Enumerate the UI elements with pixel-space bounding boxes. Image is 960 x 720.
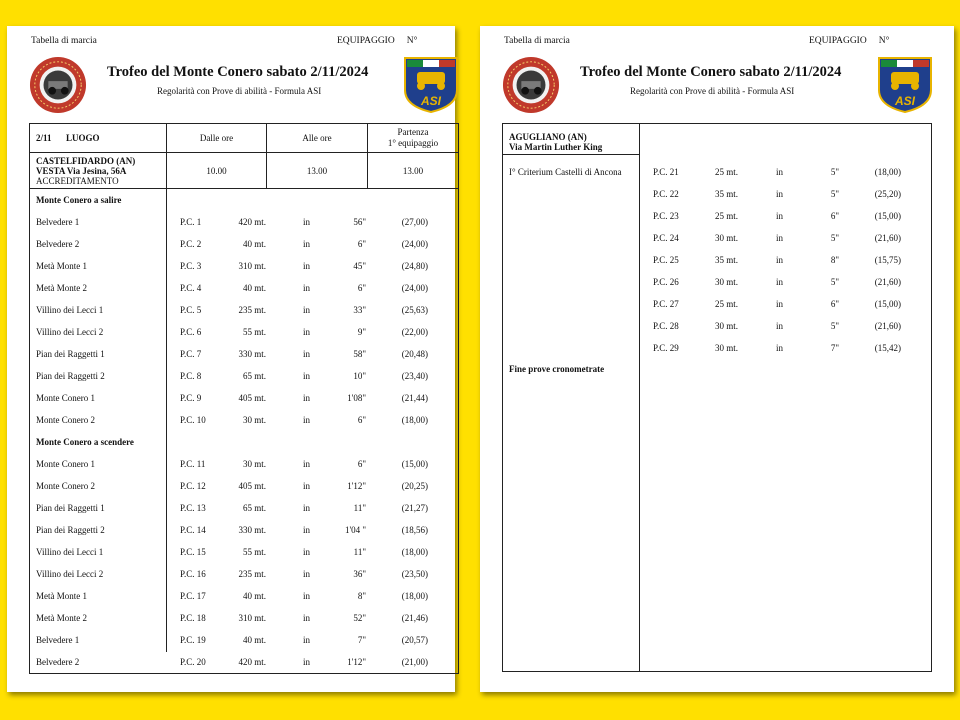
checkpoint-code: P.C. 21	[653, 167, 679, 177]
checkpoint-code: P.C. 2	[180, 239, 202, 249]
checkpoint-name: Villino dei Lecci 1	[36, 547, 104, 557]
checkpoint-distance: 25 mt.	[715, 167, 739, 177]
checkpoint-distance: 40 mt.	[242, 635, 266, 645]
checkpoint-distance: 40 mt.	[242, 239, 266, 249]
checkpoint-time: 5"	[830, 277, 839, 287]
checkpoint-time: 5"	[830, 189, 839, 199]
checkpoint-average: (15,00)	[874, 211, 901, 221]
header-from: Dalle ore	[199, 133, 234, 143]
checkpoint-code: P.C. 28	[653, 321, 679, 331]
in-label: in	[303, 635, 311, 645]
in-label: in	[776, 299, 784, 309]
criterium-label: I° Criterium Castelli di Ancona	[509, 167, 622, 177]
checkpoint-distance: 35 mt.	[715, 189, 739, 199]
checkpoint-average: (21,44)	[401, 393, 428, 403]
checkpoint-time: 8"	[830, 255, 839, 265]
checkpoint-average: (25,20)	[874, 189, 901, 199]
checkpoint-time: 1'12"	[347, 657, 366, 667]
checkpoint-average: (15,75)	[874, 255, 901, 265]
checkpoint-code: P.C. 7	[180, 349, 202, 359]
checkpoint-name: Pian dei Raggetti 2	[36, 525, 105, 535]
checkpoint-name: Monte Conero 1	[36, 459, 95, 469]
in-label: in	[776, 189, 784, 199]
header-place: LUOGO	[66, 133, 100, 143]
checkpoint-distance: 40 mt.	[242, 591, 266, 601]
in-label: in	[303, 305, 311, 315]
checkpoint-time: 6"	[830, 299, 839, 309]
checkpoint-code: P.C. 1	[180, 217, 202, 227]
crew-label-text: EQUIPAGGIO	[337, 36, 395, 46]
checkpoint-code: P.C. 8	[180, 371, 202, 381]
checkpoint-time: 11"	[353, 547, 366, 557]
checkpoint-code: P.C. 6	[180, 327, 202, 337]
checkpoint-code: P.C. 27	[653, 299, 679, 309]
page-title: Trofeo del Monte Conero sabato 2/11/2024	[107, 64, 369, 80]
asi-shield-text: ASI	[894, 94, 915, 108]
checkpoint-distance: 30 mt.	[715, 233, 739, 243]
checkpoint-average: (23,40)	[401, 371, 428, 381]
checkpoint-name: Metà Monte 2	[36, 283, 87, 293]
crew-label-text: EQUIPAGGIO	[809, 36, 867, 46]
checkpoint-average: (21,46)	[401, 613, 428, 623]
checkpoint-time: 8"	[357, 591, 366, 601]
checkpoint-time: 1'08"	[347, 393, 366, 403]
checkpoint-code: P.C. 18	[180, 613, 206, 623]
checkpoint-code: P.C. 9	[180, 393, 202, 403]
checkpoint-name: Belvedere 1	[36, 217, 80, 227]
checkpoint-name: Pian dei Raggetti 1	[36, 503, 105, 513]
checkpoint-code: P.C. 4	[180, 283, 202, 293]
checkpoint-time: 6"	[830, 211, 839, 221]
crew-number-label: N°	[878, 36, 890, 46]
checkpoint-time: 5"	[830, 233, 839, 243]
checkpoint-average: (21,27)	[401, 503, 428, 513]
in-label: in	[303, 525, 311, 535]
checkpoint-code: P.C. 23	[653, 211, 679, 221]
checkpoint-average: (20,25)	[401, 481, 428, 491]
checkpoint-time: 7"	[357, 635, 366, 645]
checkpoint-average: (18,00)	[874, 167, 901, 177]
page-label: Tabella di marcia	[504, 36, 570, 46]
club-logo-icon	[29, 56, 87, 114]
checkpoint-time: 6"	[357, 283, 366, 293]
in-label: in	[303, 503, 311, 513]
checkpoint-name: Metà Monte 1	[36, 591, 87, 601]
header-to: Alle ore	[302, 133, 332, 143]
checkpoint-name: Belvedere 2	[36, 657, 80, 667]
location-line2: Via Martin Luther King	[509, 142, 603, 152]
col-divider	[166, 124, 167, 652]
schedule-table	[29, 123, 459, 674]
checkpoint-average: (22,00)	[401, 327, 428, 337]
checkpoint-code: P.C. 16	[180, 569, 206, 579]
checkpoint-time: 5"	[830, 167, 839, 177]
checkpoint-time: 11"	[353, 503, 366, 513]
page-title: Trofeo del Monte Conero sabato 2/11/2024	[580, 64, 842, 80]
checkpoint-distance: 405 mt.	[238, 393, 266, 403]
checkpoint-distance: 30 mt.	[242, 459, 266, 469]
checkpoint-average: (18,00)	[401, 547, 428, 557]
first-start: 13.00	[402, 166, 424, 176]
in-label: in	[776, 255, 784, 265]
checkpoint-code: P.C. 22	[653, 189, 679, 199]
in-label: in	[303, 415, 311, 425]
checkpoint-distance: 330 mt.	[238, 349, 266, 359]
checkpoint-name: Metà Monte 2	[36, 613, 87, 623]
checkpoint-time: 6"	[357, 239, 366, 249]
checkpoint-name: Metà Monte 1	[36, 261, 87, 271]
checkpoint-average: (15,42)	[874, 343, 901, 353]
checkpoint-average: (15,00)	[874, 299, 901, 309]
checkpoint-code: P.C. 26	[653, 277, 679, 287]
checkpoint-time: 56"	[353, 217, 366, 227]
checkpoint-code: P.C. 20	[180, 657, 206, 667]
checkpoint-distance: 405 mt.	[238, 481, 266, 491]
in-label: in	[303, 569, 311, 579]
checkpoint-distance: 30 mt.	[715, 277, 739, 287]
first-location-line3: ACCREDITAMENTO	[36, 176, 119, 186]
in-label: in	[776, 321, 784, 331]
checkpoint-name: Villino dei Lecci 2	[36, 569, 104, 579]
checkpoint-average: (27,00)	[401, 217, 428, 227]
checkpoint-average: (21,60)	[874, 321, 901, 331]
crew-number-label: N°	[406, 36, 418, 46]
checkpoint-code: P.C. 15	[180, 547, 206, 557]
in-label: in	[303, 217, 311, 227]
checkpoint-distance: 55 mt.	[242, 327, 266, 337]
checkpoint-code: P.C. 29	[653, 343, 679, 353]
checkpoint-distance: 330 mt.	[238, 525, 266, 535]
in-label: in	[776, 277, 784, 287]
checkpoint-average: (15,00)	[401, 459, 428, 469]
page-label: Tabella di marcia	[31, 36, 97, 46]
checkpoint-time: 58"	[353, 349, 366, 359]
in-label: in	[303, 591, 311, 601]
checkpoint-name: Villino dei Lecci 1	[36, 305, 104, 315]
checkpoint-name: Pian dei Raggetti 2	[36, 371, 105, 381]
checkpoint-code: P.C. 10	[180, 415, 206, 425]
checkpoint-distance: 65 mt.	[242, 503, 266, 513]
checkpoint-code: P.C. 14	[180, 525, 206, 535]
crew-label	[337, 36, 417, 46]
checkpoint-average: (24,80)	[401, 261, 428, 271]
first-location-line2: VESTA Via Jesina, 56A	[36, 166, 127, 176]
checkpoint-distance: 310 mt.	[238, 261, 266, 271]
checkpoint-time: 1'12"	[347, 481, 366, 491]
right-page	[480, 26, 954, 692]
row-divider	[503, 154, 639, 155]
page-subtitle: Regolarità con Prove di abilità - Formula ASI	[157, 86, 322, 96]
checkpoint-name: Villino dei Lecci 2	[36, 327, 104, 337]
in-label: in	[776, 211, 784, 221]
checkpoint-code: P.C. 25	[653, 255, 679, 265]
checkpoint-average: (20,57)	[401, 635, 428, 645]
checkpoint-time: 52"	[353, 613, 366, 623]
checkpoint-average: (21,60)	[874, 277, 901, 287]
in-label: in	[303, 283, 311, 293]
checkpoint-name: Monte Conero 1	[36, 393, 95, 403]
col-divider	[639, 124, 640, 671]
checkpoint-average: (18,00)	[401, 415, 428, 425]
end-of-trials-label: Fine prove cronometrate	[509, 364, 605, 374]
header-code: 2/11	[36, 133, 52, 143]
checkpoint-code: P.C. 5	[180, 305, 202, 315]
in-label: in	[303, 327, 311, 337]
header-start-1: Partenza	[397, 127, 429, 137]
checkpoint-time: 5"	[830, 321, 839, 331]
page-subtitle: Regolarità con Prove di abilità - Formula ASI	[630, 86, 795, 96]
first-from: 10.00	[206, 166, 227, 176]
checkpoint-distance: 35 mt.	[715, 255, 739, 265]
checkpoint-name: Monte Conero 2	[36, 415, 95, 425]
checkpoint-distance: 30 mt.	[242, 415, 266, 425]
checkpoint-distance: 30 mt.	[715, 321, 739, 331]
in-label: in	[303, 371, 311, 381]
header-start-2: 1° equipaggio	[387, 138, 439, 148]
row-divider	[30, 152, 458, 153]
in-label: in	[303, 547, 311, 557]
checkpoint-time: 1'04 "	[344, 525, 366, 535]
checkpoint-time: 36"	[353, 569, 366, 579]
checkpoint-name: Belvedere 2	[36, 239, 80, 249]
checkpoint-time: 33"	[353, 305, 366, 315]
row-divider	[30, 188, 458, 189]
in-label: in	[303, 657, 311, 667]
checkpoint-time: 45"	[353, 261, 366, 271]
checkpoint-code: P.C. 11	[180, 459, 206, 469]
checkpoint-time: 6"	[357, 459, 366, 469]
checkpoint-code: P.C. 17	[180, 591, 206, 601]
crew-label	[809, 36, 889, 46]
checkpoint-code: P.C. 24	[653, 233, 679, 243]
checkpoint-distance: 235 mt.	[238, 305, 266, 315]
in-label: in	[303, 239, 311, 249]
in-label: in	[303, 481, 311, 491]
checkpoint-code: P.C. 3	[180, 261, 202, 271]
checkpoint-distance: 25 mt.	[715, 299, 739, 309]
checkpoint-code: P.C. 19	[180, 635, 206, 645]
checkpoint-name: Belvedere 1	[36, 635, 80, 645]
in-label: in	[776, 233, 784, 243]
checkpoint-distance: 40 mt.	[242, 283, 266, 293]
checkpoint-distance: 420 mt.	[238, 217, 266, 227]
checkpoint-average: (23,50)	[401, 569, 428, 579]
checkpoint-distance: 420 mt.	[238, 657, 266, 667]
checkpoint-distance: 310 mt.	[238, 613, 266, 623]
checkpoint-average: (18,00)	[401, 591, 428, 601]
checkpoint-distance: 55 mt.	[242, 547, 266, 557]
left-page	[7, 26, 455, 692]
location-line1: AGUGLIANO (AN)	[509, 132, 587, 142]
section-title: Monte Conero a salire	[36, 195, 122, 205]
in-label: in	[303, 613, 311, 623]
checkpoint-name: Monte Conero 2	[36, 481, 95, 491]
checkpoint-time: 7"	[830, 343, 839, 353]
in-label: in	[776, 343, 784, 353]
first-to: 13.00	[306, 166, 328, 176]
checkpoint-distance: 30 mt.	[715, 343, 739, 353]
checkpoint-name: Pian dei Raggetti 1	[36, 349, 105, 359]
first-location-line1: CASTELFIDARDO (AN)	[36, 156, 136, 166]
checkpoint-average: (21,60)	[874, 233, 901, 243]
checkpoint-time: 6"	[357, 415, 366, 425]
checkpoint-distance: 25 mt.	[715, 211, 739, 221]
in-label: in	[303, 393, 311, 403]
club-logo-icon	[502, 56, 560, 114]
in-label: in	[303, 349, 311, 359]
checkpoint-average: (21,00)	[401, 657, 428, 667]
checkpoint-code: P.C. 13	[180, 503, 206, 513]
checkpoint-average: (20,48)	[401, 349, 428, 359]
checkpoint-average: (24,00)	[401, 239, 428, 249]
checkpoint-time: 9"	[357, 327, 366, 337]
checkpoint-average: (18,56)	[401, 525, 428, 535]
checkpoint-average: (24,00)	[401, 283, 428, 293]
checkpoint-distance: 235 mt.	[238, 569, 266, 579]
checkpoint-code: P.C. 12	[180, 481, 206, 491]
checkpoint-distance: 65 mt.	[242, 371, 266, 381]
in-label: in	[303, 261, 311, 271]
schedule-table	[502, 123, 932, 672]
in-label: in	[303, 459, 311, 469]
in-label: in	[776, 167, 784, 177]
section-title: Monte Conero a scendere	[36, 437, 134, 447]
checkpoint-average: (25,63)	[401, 305, 428, 315]
checkpoint-time: 10"	[353, 371, 366, 381]
asi-shield-text: ASI	[420, 94, 441, 108]
